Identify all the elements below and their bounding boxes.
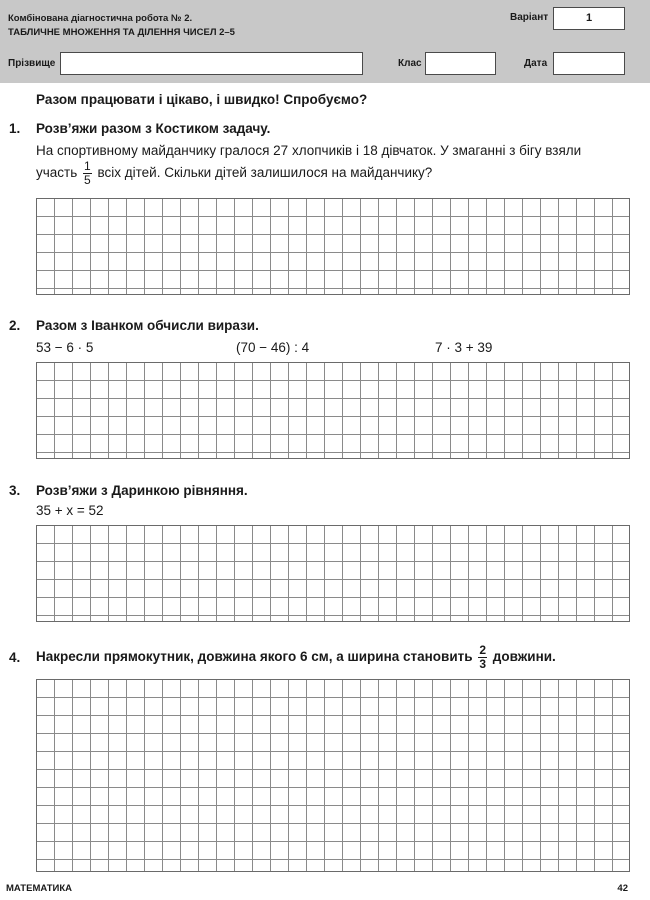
expression-2: (70 − 46) : 4: [236, 340, 310, 355]
task-2-answer-grid[interactable]: [36, 362, 630, 459]
task-4-title-before: Накресли прямокутник, довжина якого 6 см, а ширина становить: [36, 649, 473, 664]
surname-field[interactable]: [60, 52, 363, 75]
task-1-text-after: всіх дітей. Скільки дітей залишилося на майданчику?: [97, 165, 433, 180]
task-4-number: 4.: [9, 650, 21, 665]
fraction-denominator: 5: [84, 172, 91, 187]
worksheet-title: Комбінована діагностична робота № 2.: [8, 13, 193, 24]
date-field[interactable]: [553, 52, 625, 75]
task-4-answer-grid[interactable]: [36, 679, 630, 872]
equation-text: 35 + x = 52: [36, 503, 104, 518]
task-1-fraction: [83, 160, 92, 187]
task-4-title: [36, 640, 556, 674]
task-1-answer-grid[interactable]: [36, 198, 630, 295]
task-4-fraction: [478, 644, 487, 671]
class-label: Клас: [398, 58, 422, 69]
task-1-text-line1: На спортивному майданчику гралося 27 хлопчиків і 18 дівчаток. У змаганні з бігу взяли: [36, 143, 582, 158]
page-number: 42: [617, 883, 628, 894]
task-3-number: 3.: [9, 483, 21, 498]
variant-field[interactable]: 1: [553, 7, 625, 30]
task-3-answer-grid[interactable]: [36, 525, 630, 622]
task-1-text-line2: [36, 158, 432, 188]
fraction-denominator: 3: [479, 656, 487, 671]
variant-label: Варіант: [510, 12, 549, 23]
fraction-numerator: 2: [479, 642, 487, 657]
task-1-number: 1.: [9, 121, 21, 136]
worksheet-subtitle: ТАБЛИЧНЕ МНОЖЕННЯ ТА ДІЛЕННЯ ЧИСЕЛ 2–5: [8, 27, 235, 38]
expression-1: 53 − 6 · 5: [36, 340, 94, 355]
task-3-title: Розв’яжи з Даринкою рівняння.: [36, 483, 248, 498]
task-1-text-before: участь: [36, 165, 78, 180]
task-4-title-after: довжини.: [492, 649, 556, 664]
footer-subject: МАТЕМАТИКА: [6, 883, 73, 894]
expression-3: 7 · 3 + 39: [435, 340, 493, 355]
intro-text: Разом працювати і цікаво, і швидко! Спробуємо?: [36, 92, 368, 107]
task-2-number: 2.: [9, 318, 21, 333]
fraction-numerator: 1: [84, 158, 91, 173]
class-field[interactable]: [425, 52, 496, 75]
surname-label: Прізвище: [8, 58, 56, 69]
task-1-title: Розв’яжи разом з Костиком задачу.: [36, 121, 271, 136]
equation: [36, 503, 104, 518]
date-label: Дата: [524, 58, 548, 69]
task-2-title: Разом з Іванком обчисли вирази.: [36, 318, 259, 333]
worksheet-header: [0, 0, 650, 83]
